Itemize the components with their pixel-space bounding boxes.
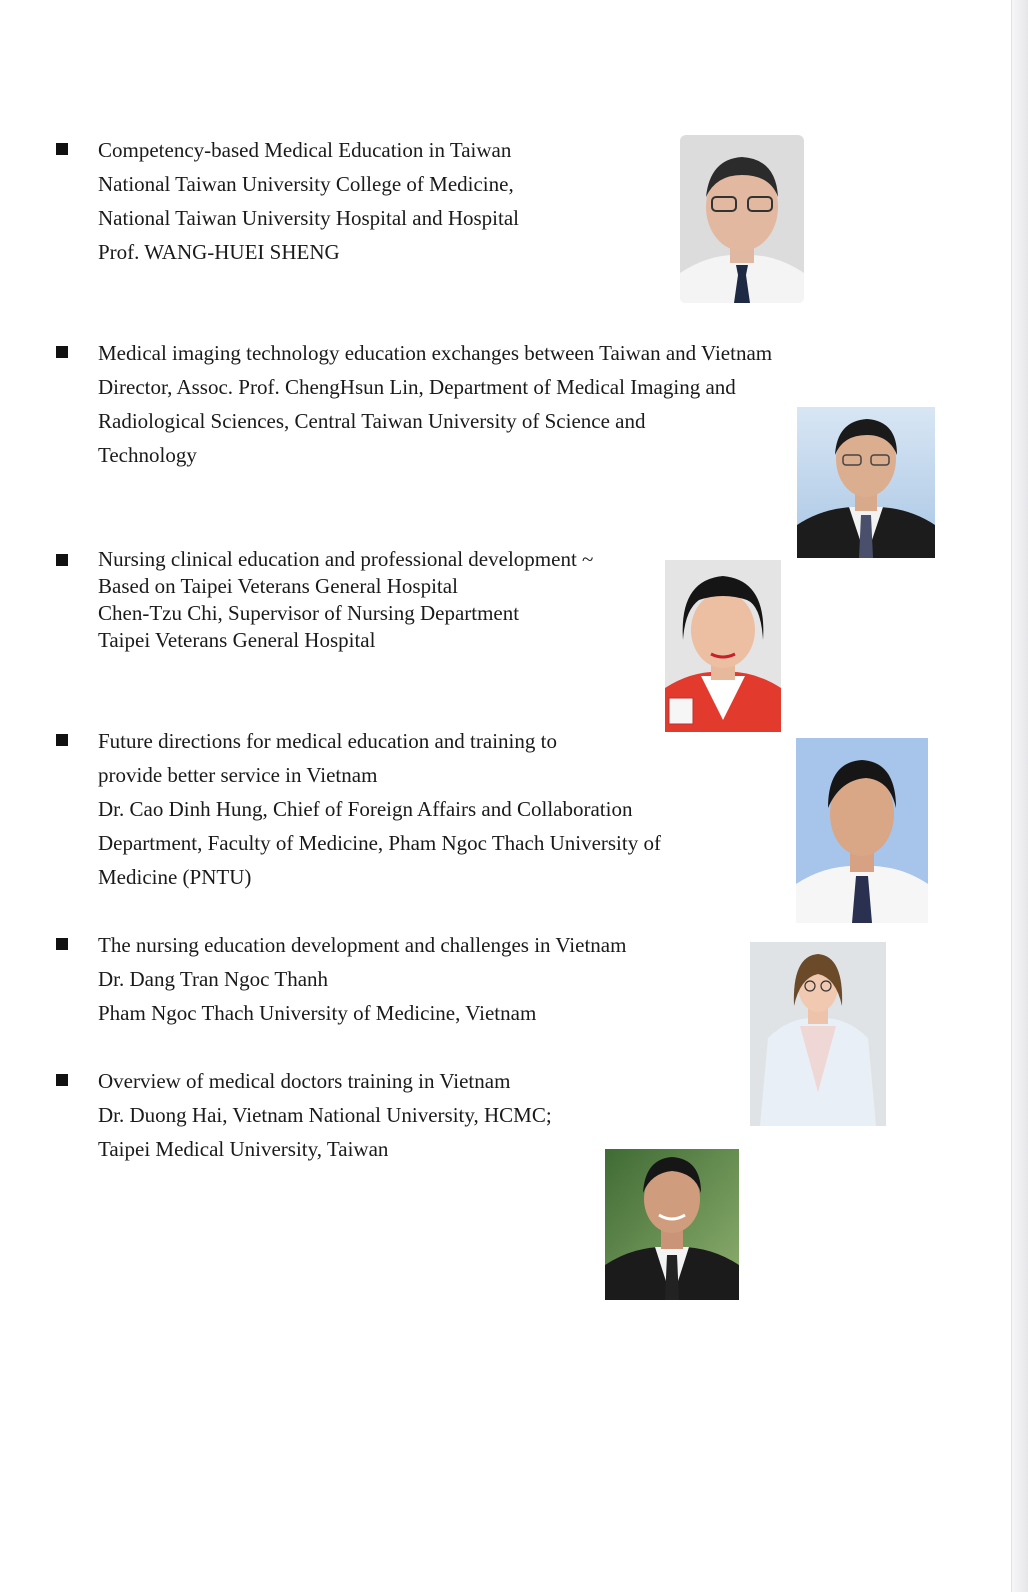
speaker-name: Dr. Cao Dinh Hung, Chief of Foreign Affairs and Collaboration (98, 797, 633, 821)
talk-title: Future directions for medical education and training to (98, 729, 557, 753)
speaker-photo-4 (796, 738, 928, 923)
entry-text (98, 724, 661, 894)
speaker-name: Dr. Dang Tran Ngoc Thanh (98, 967, 329, 991)
affiliation-line: Taipei Medical University, Taiwan (98, 1137, 389, 1161)
page-scroll-edge (1011, 0, 1028, 1592)
affiliation-line: National Taiwan University College of Medicine, (98, 172, 514, 196)
speaker-name: Prof. WANG-HUEI SHENG (98, 240, 340, 264)
speaker-photo-1 (680, 135, 804, 303)
speaker-name: Chen-Tzu Chi, Supervisor of Nursing Department (98, 601, 520, 625)
talk-title: Competency-based Medical Education in Taiwan (98, 138, 512, 162)
affiliation-line: Radiological Sciences, Central Taiwan University of Science and (98, 409, 646, 433)
speaker-name: Dr. Duong Hai, Vietnam National University, HCMC; (98, 1103, 552, 1127)
speaker-name: Director, Assoc. Prof. ChengHsun Lin, Department of Medical Imaging and (98, 375, 736, 399)
bullet-square-icon (56, 734, 68, 746)
talk-title: provide better service in Vietnam (98, 763, 378, 787)
affiliation-line: Medicine (PNTU) (98, 865, 252, 889)
speaker-photo-5 (750, 942, 886, 1126)
bullet-square-icon (56, 938, 68, 950)
speaker-photo-3 (665, 560, 781, 732)
bullet-square-icon (56, 1074, 68, 1086)
entry-text (98, 546, 593, 654)
speaker-photo-6 (605, 1149, 739, 1300)
talk-subtitle: Based on Taipei Veterans General Hospital (98, 574, 458, 598)
affiliation-line: Department, Faculty of Medicine, Pham Ngoc Thach University of (98, 831, 661, 855)
talk-title: Nursing clinical education and professional development ~ (98, 547, 594, 571)
talk-title: Medical imaging technology education exchanges between Taiwan and Vietnam (98, 341, 773, 365)
affiliation-line: Taipei Veterans General Hospital (98, 628, 376, 652)
entry-text (98, 133, 519, 269)
talk-title: Overview of medical doctors training in Vietnam (98, 1069, 511, 1093)
entry-text (98, 336, 772, 472)
talk-title: The nursing education development and challenges in Vietnam (98, 933, 627, 957)
bullet-square-icon (56, 554, 68, 566)
bullet-square-icon (56, 143, 68, 155)
speaker-photo-2 (797, 407, 935, 558)
affiliation-line: Technology (98, 443, 197, 467)
entry-text (98, 928, 626, 1030)
affiliation-line: National Taiwan University Hospital and Hospital (98, 206, 519, 230)
entry-text (98, 1064, 552, 1166)
bullet-square-icon (56, 346, 68, 358)
affiliation-line: Pham Ngoc Thach University of Medicine, Vietnam (98, 1001, 537, 1025)
